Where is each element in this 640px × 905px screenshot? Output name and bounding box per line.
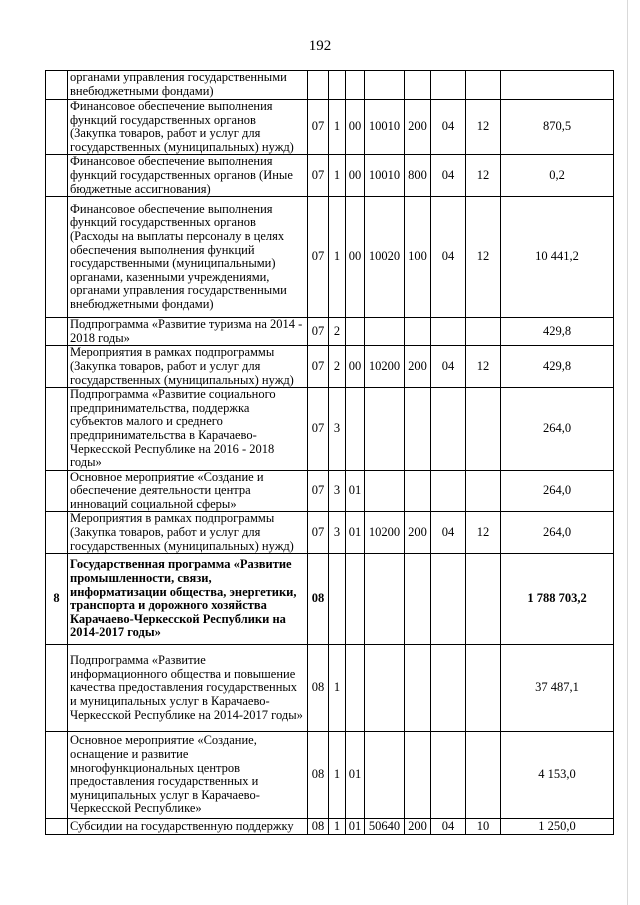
- code-expense-type: [405, 554, 431, 645]
- row-amount: 264,0: [501, 388, 614, 471]
- row-name: Государственная программа «Развитие промышленности, связи, информатизации общества, энергетики, транспорта и дорожного хозяйства Карачаево-Черкесской Республики на 2014-2017 годы»: [68, 554, 308, 645]
- code-subsection-b: [466, 645, 501, 732]
- code-subprogram: 1: [329, 819, 346, 835]
- code-expense-type: 800: [405, 155, 431, 197]
- budget-table: [45, 70, 614, 835]
- code-subsection-b: 12: [466, 155, 501, 197]
- row-amount: 4 153,0: [501, 732, 614, 819]
- row-name: органами управления государственными внебюджетными фондами): [68, 71, 308, 100]
- code-event: 01: [346, 470, 365, 512]
- row-name: Мероприятия в рамках подпрограммы (Закупка товаров, работ и услуг для государственных (муниципальных) нужд): [68, 346, 308, 388]
- row-amount: 1 788 703,2: [501, 554, 614, 645]
- row-name: Подпрограмма «Развитие социального предпринимательства, поддержка субъектов малого и среднего предпринимательства в Карачаево-Черкесской Республике на 2016 - 2018 годы»: [68, 388, 308, 471]
- row-name: Финансовое обеспечение выполнения функций государственных органов (Закупка товаров, работ и услуг для государственных (муниципальных) нужд): [68, 100, 308, 155]
- code-subsection-b: [466, 318, 501, 346]
- code-direction: [365, 71, 405, 100]
- code-direction: 50640: [365, 819, 405, 835]
- code-subprogram: 3: [329, 388, 346, 471]
- code-event: [346, 318, 365, 346]
- row-amount: [501, 71, 614, 100]
- row-amount: 429,8: [501, 346, 614, 388]
- code-subsection-b: [466, 732, 501, 819]
- code-subsection-a: 04: [431, 100, 466, 155]
- row-number: [46, 645, 68, 732]
- code-section: 07: [308, 197, 329, 318]
- row-number: [46, 732, 68, 819]
- row-number: [46, 470, 68, 512]
- row-name: Финансовое обеспечение выполнения функций государственных органов (Расходы на выплаты персоналу в целях обеспечения выполнения функций государственными (муниципальными) органами, казенными учреждениями, органами управления государственными внебюджетными фондами): [68, 197, 308, 318]
- code-subprogram: 1: [329, 197, 346, 318]
- code-subprogram: 1: [329, 645, 346, 732]
- code-expense-type: [405, 318, 431, 346]
- row-number: [46, 155, 68, 197]
- code-expense-type: 100: [405, 197, 431, 318]
- row-name: Субсидии на государственную поддержку: [68, 819, 308, 835]
- code-section: 07: [308, 318, 329, 346]
- row-number: [46, 318, 68, 346]
- code-subsection-b: 12: [466, 512, 501, 554]
- row-amount: 10 441,2: [501, 197, 614, 318]
- table-row: [46, 732, 614, 819]
- code-direction: [365, 645, 405, 732]
- code-section: 08: [308, 819, 329, 835]
- code-subsection-b: 10: [466, 819, 501, 835]
- code-expense-type: 200: [405, 512, 431, 554]
- code-section: 07: [308, 470, 329, 512]
- code-direction: 10010: [365, 100, 405, 155]
- table-row: [46, 197, 614, 318]
- code-expense-type: [405, 388, 431, 471]
- code-subsection-a: 04: [431, 155, 466, 197]
- code-subsection-a: 04: [431, 197, 466, 318]
- code-section: 07: [308, 388, 329, 471]
- code-expense-type: 200: [405, 819, 431, 835]
- row-name: Подпрограмма «Развитие туризма на 2014 - 2018 годы»: [68, 318, 308, 346]
- table-row: [46, 155, 614, 197]
- code-subprogram: 1: [329, 732, 346, 819]
- code-subprogram: [329, 554, 346, 645]
- code-event: [346, 554, 365, 645]
- code-expense-type: [405, 470, 431, 512]
- table-row: [46, 819, 614, 835]
- code-section: 07: [308, 100, 329, 155]
- row-amount: 870,5: [501, 100, 614, 155]
- table-row: [46, 554, 614, 645]
- code-direction: [365, 318, 405, 346]
- code-subsection-a: 04: [431, 819, 466, 835]
- code-subprogram: 2: [329, 318, 346, 346]
- code-subsection-b: [466, 71, 501, 100]
- code-direction: [365, 470, 405, 512]
- table-row: [46, 100, 614, 155]
- row-amount: 429,8: [501, 318, 614, 346]
- row-number: 8: [46, 554, 68, 645]
- row-amount: 0,2: [501, 155, 614, 197]
- code-subsection-a: 04: [431, 512, 466, 554]
- row-name: Подпрограмма «Развитие информационного общества и повышение качества предоставления государственных и муниципальных услуг в Карачаево-Черкесской Республике на 2014-2017 годы»: [68, 645, 308, 732]
- row-number: [46, 197, 68, 318]
- code-section: 07: [308, 155, 329, 197]
- code-event: 00: [346, 197, 365, 318]
- code-section: 08: [308, 554, 329, 645]
- code-subsection-b: [466, 470, 501, 512]
- code-event: [346, 388, 365, 471]
- table-row: [46, 512, 614, 554]
- table-row: [46, 346, 614, 388]
- code-section: 08: [308, 645, 329, 732]
- code-subsection-a: [431, 470, 466, 512]
- code-direction: 10010: [365, 155, 405, 197]
- row-number: [46, 388, 68, 471]
- code-subsection-a: [431, 388, 466, 471]
- code-event: [346, 645, 365, 732]
- code-subprogram: [329, 71, 346, 100]
- code-subsection-b: [466, 388, 501, 471]
- row-name: Основное мероприятие «Создание, оснащение и развитие многофункциональных центров предоставления государственных и муниципальных услуг в Карачаево-Черкесской Республике»: [68, 732, 308, 819]
- row-amount: 37 487,1: [501, 645, 614, 732]
- code-direction: [365, 554, 405, 645]
- code-expense-type: 200: [405, 346, 431, 388]
- table-row: [46, 645, 614, 732]
- scan-edge-line: [627, 0, 628, 905]
- code-subsection-b: 12: [466, 100, 501, 155]
- table-row: [46, 71, 614, 100]
- row-name: Мероприятия в рамках подпрограммы (Закупка товаров, работ и услуг для государственных (муниципальных) нужд): [68, 512, 308, 554]
- code-direction: 10020: [365, 197, 405, 318]
- code-event: 00: [346, 100, 365, 155]
- code-subsection-a: 04: [431, 346, 466, 388]
- code-subsection-b: [466, 554, 501, 645]
- table-row: [46, 388, 614, 471]
- row-number: [46, 346, 68, 388]
- row-amount: 264,0: [501, 512, 614, 554]
- code-subprogram: 2: [329, 346, 346, 388]
- table-row: [46, 318, 614, 346]
- row-amount: 264,0: [501, 470, 614, 512]
- code-event: [346, 71, 365, 100]
- code-subprogram: 1: [329, 100, 346, 155]
- row-name: Основное мероприятие «Создание и обеспечение деятельности центра инноваций социальной сферы»: [68, 470, 308, 512]
- code-event: 01: [346, 819, 365, 835]
- code-expense-type: [405, 645, 431, 732]
- code-section: 07: [308, 346, 329, 388]
- code-subsection-b: 12: [466, 197, 501, 318]
- code-event: 00: [346, 155, 365, 197]
- code-section: 08: [308, 732, 329, 819]
- row-name: Финансовое обеспечение выполнения функций государственных органов (Иные бюджетные ассигнования): [68, 155, 308, 197]
- row-number: [46, 100, 68, 155]
- code-expense-type: [405, 732, 431, 819]
- code-direction: 10200: [365, 512, 405, 554]
- row-amount: 1 250,0: [501, 819, 614, 835]
- row-number: [46, 512, 68, 554]
- code-expense-type: [405, 71, 431, 100]
- code-section: 07: [308, 512, 329, 554]
- code-direction: [365, 388, 405, 471]
- code-event: 00: [346, 346, 365, 388]
- code-event: 01: [346, 512, 365, 554]
- code-event: 01: [346, 732, 365, 819]
- code-subprogram: 1: [329, 155, 346, 197]
- code-expense-type: 200: [405, 100, 431, 155]
- code-subsection-a: [431, 71, 466, 100]
- code-subprogram: 3: [329, 512, 346, 554]
- code-subsection-a: [431, 318, 466, 346]
- code-direction: 10200: [365, 346, 405, 388]
- row-number: [46, 71, 68, 100]
- table-row: [46, 470, 614, 512]
- code-subsection-a: [431, 732, 466, 819]
- code-subprogram: 3: [329, 470, 346, 512]
- code-section: [308, 71, 329, 100]
- row-number: [46, 819, 68, 835]
- page-number: 192: [308, 38, 332, 54]
- code-direction: [365, 732, 405, 819]
- code-subsection-a: [431, 645, 466, 732]
- code-subsection-b: 12: [466, 346, 501, 388]
- code-subsection-a: [431, 554, 466, 645]
